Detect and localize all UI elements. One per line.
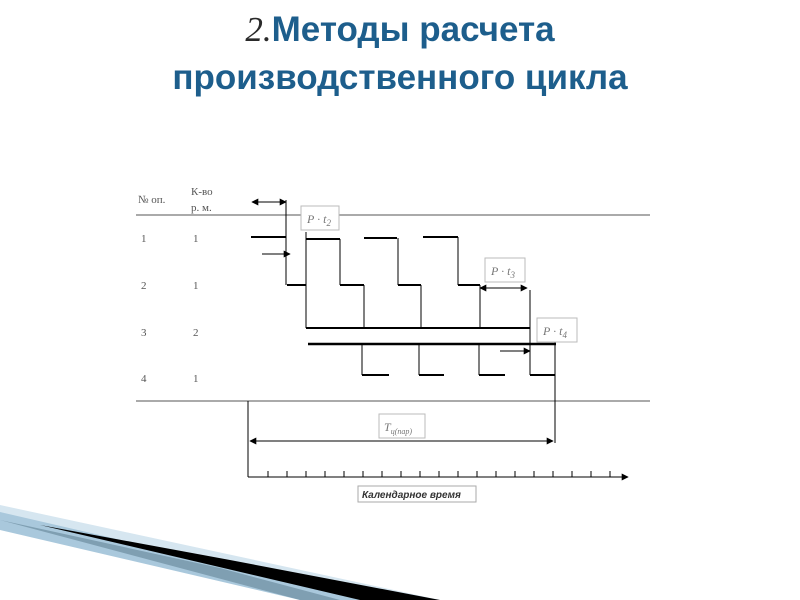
axis-label: Календарное время	[362, 490, 461, 501]
formula-pt4-sub: 4	[562, 330, 567, 340]
formula-pt4-text: P · t	[543, 324, 563, 338]
row-3-qty: 2	[193, 327, 199, 339]
qty-column-header-line2: р. м.	[191, 202, 212, 214]
row-3-op: 3	[141, 327, 147, 339]
row-4-op: 4	[141, 373, 147, 385]
row-4-qty: 1	[193, 373, 199, 385]
formula-pt3-text: P · t	[491, 264, 511, 278]
time-axis-ticks	[268, 471, 610, 477]
operation-1-bars	[251, 237, 458, 239]
formula-pt4	[537, 318, 577, 342]
row-1-op: 1	[141, 233, 147, 245]
row-2-op: 2	[141, 280, 147, 292]
cycle-label-sub: ц(пар)	[390, 427, 413, 436]
title-number: 2.	[245, 10, 272, 49]
cycle-label-text: T	[384, 420, 391, 434]
formula-pt2-text: P · t	[307, 212, 327, 226]
row-2-qty: 1	[193, 280, 199, 292]
formula-pt3-sub: 3	[510, 270, 515, 280]
formula-pt2	[301, 206, 339, 230]
row-1-qty: 1	[193, 233, 199, 245]
qty-column-header-line1: К-во	[191, 186, 213, 198]
title-line-2: производственного цикла	[172, 58, 628, 97]
title-text-1: Методы расчета	[271, 10, 555, 49]
formula-pt3	[485, 258, 525, 282]
cycle-duration-label	[379, 414, 425, 438]
formula-pt2-sub: 2	[326, 218, 331, 228]
ops-column-header: № оп.	[138, 194, 166, 206]
